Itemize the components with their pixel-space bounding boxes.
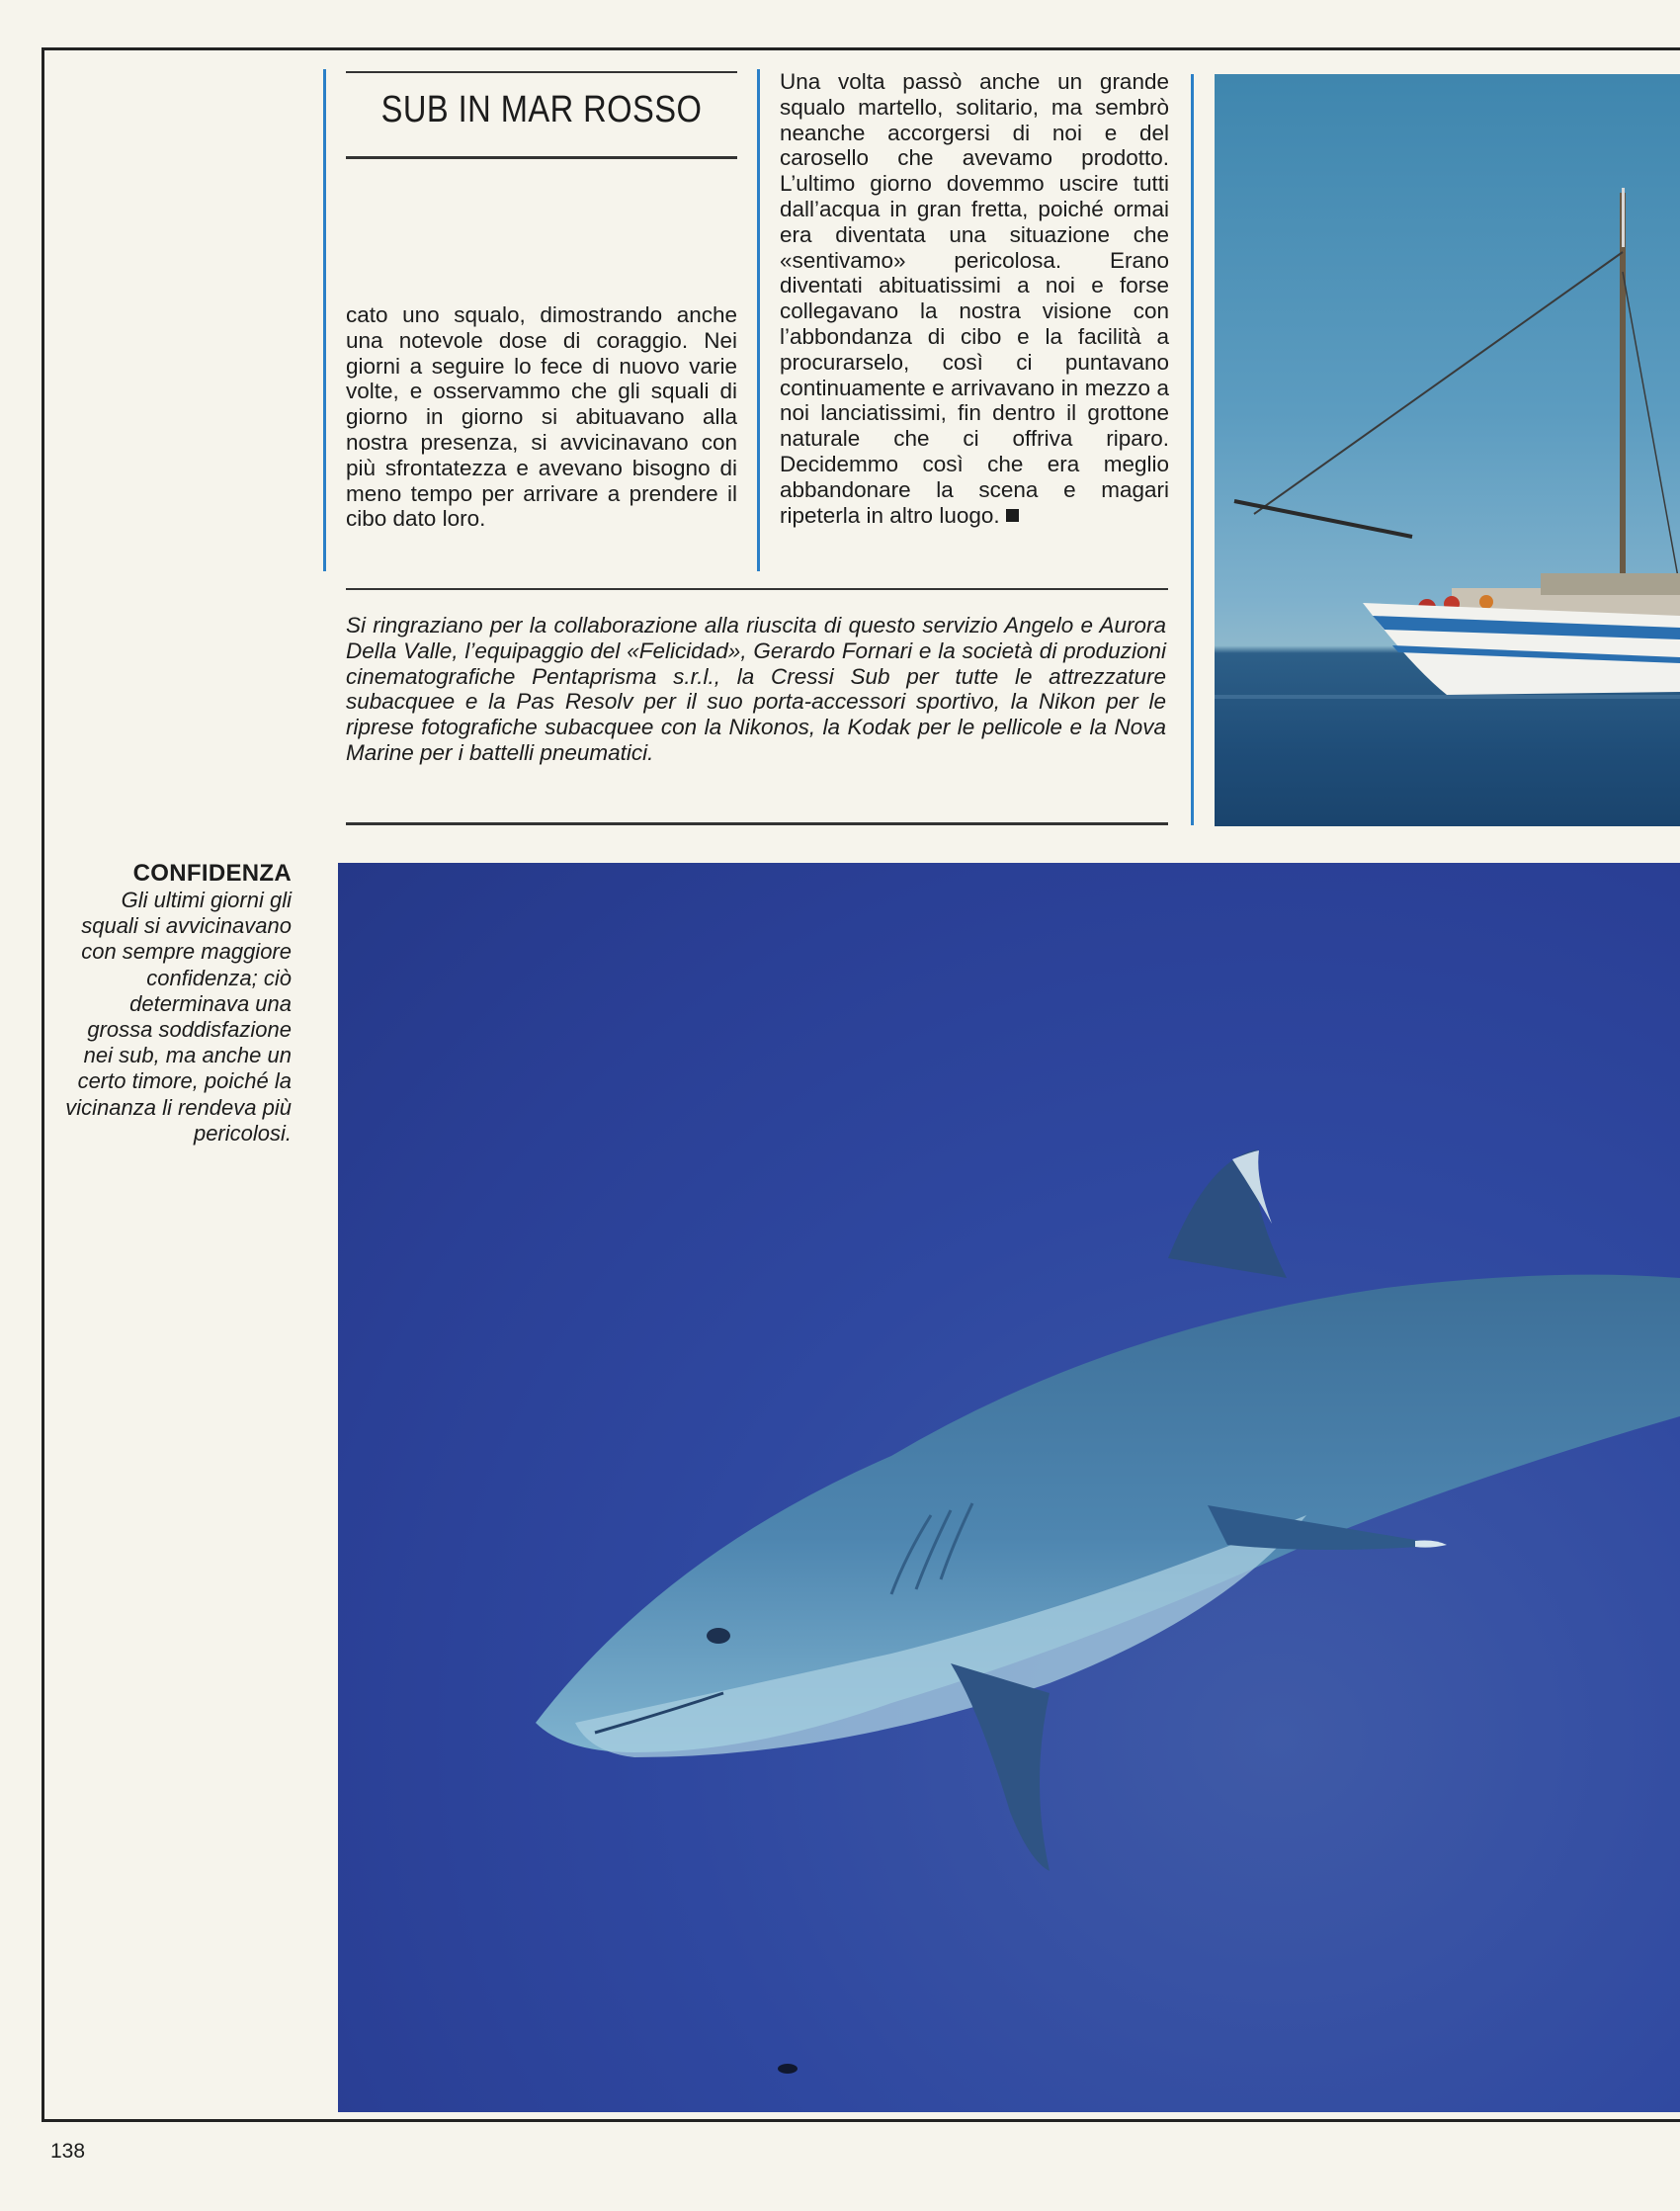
credits-text: Si ringraziano per la collaborazione alla riuscita di questo servizio Angelo e Aurora Della Valle, l’equipaggio del «Felicidad», Gerardo Fornari e la società di produzioni cinematografiche Pentaprisma s.r.l., la Cressi Sub per tutte le attrezzature subacquee e la Pas Resolv per il suo porta-accessori sportivo, la Nikon per le riprese fotografiche subacquee con la Nikonos, la Kodak per le pellicole e la Nova Marine per i battelli pneumatici. [346,613,1166,765]
frame-left-rule [42,47,44,2120]
end-mark-icon [1006,509,1019,522]
title-rule-bottom [346,156,737,159]
boat-illustration [1215,74,1680,826]
credits-rule-top [346,588,1168,590]
shark-photo [338,863,1680,2112]
article-column-1-text: cato uno squalo, dimostrando anche una notevole dose di coraggio. Nei giorni a seguire lo fece di nuovo varie volte, e osservammo che gli squali di giorno in giorno si abituavano alla nostra presenza, si avvicinavano con più sfrontatezza e avevano bisogno di meno tempo per arrivare a prendere il cibo dato loro. [346,302,737,532]
page-number: 138 [50,2140,86,2163]
shark-body-shape [536,1275,1680,1752]
article-column-2-text: Una volta passò anche un grande squalo martello, solitario, ma sembrò neanche accorgersi di noi e del carosello che avevamo prodotto. L’ultimo giorno dovemmo uscire tutti dall’acqua in gran fretta, poiché ormai era diventata una situazione che «sentivamo» pericolosa. Erano diventati abituatissimi a noi e forse collegavano la nostra visione con l’abbondanza di cibo e la facilità a procurarselo, così ci puntavano continuamente e arrivavano in mezzo a noi lanciatissimi, fin dentro il grottone naturale che ci offriva riparo. Decidemmo così che era meglio abbandonare la scena e magari ripeterla in altro luogo. [780,69,1169,528]
article-column-2 [780,69,1169,528]
article-column-1 [346,302,737,532]
credits-rule-bottom [346,822,1168,825]
page-title: SUB IN MAR ROSSO [380,89,703,130]
boat-photo [1215,74,1680,826]
mast-shape [1620,193,1626,628]
shark-illustration [338,863,1680,2112]
shark-eye-shape [707,1628,730,1644]
column-rule-middle [757,69,760,571]
title-rule-top [346,71,737,73]
caption-body: Gli ultimi giorni gli squali si avvicinavano con sempre maggiore confidenza; ciò determinava una grossa soddisfazione nei sub, ma anche un certo timore, poiché la vicinanza li rendeva più pericolosi. [65,888,292,1146]
frame-bottom-rule [42,2119,1680,2122]
dorsal-fin-shape [1168,1149,1287,1278]
frame-top-rule [42,47,1680,50]
column-rule-left [323,69,326,571]
caption-heading: CONFIDENZA [132,860,292,887]
column-rule-right [1191,74,1194,825]
